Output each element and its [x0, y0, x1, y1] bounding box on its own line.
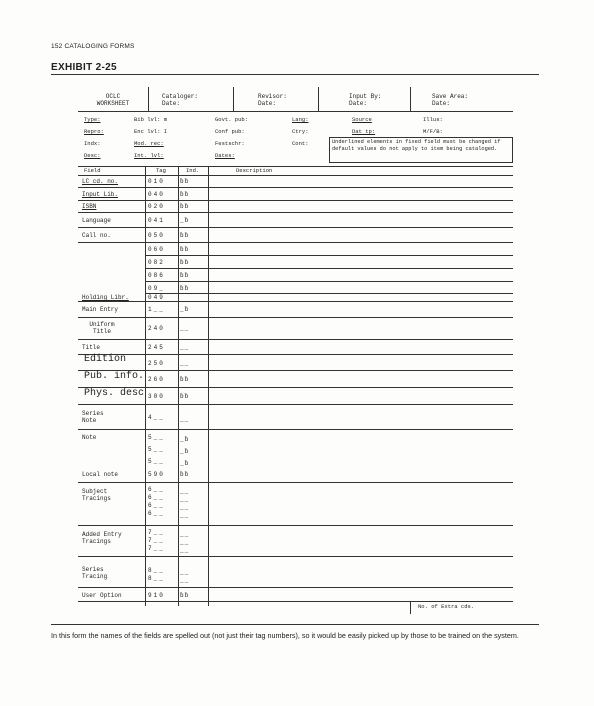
- table-row: LC cd. no. 010 ƀƀ: [78, 176, 513, 188]
- table-row: 09_ ƀƀ: [145, 282, 513, 294]
- fixed-field-col2: Bib lvl: m Enc lvl: I Mod. rec: Int. lvl:: [134, 116, 168, 159]
- table-row: Input Lib. 040 ƀƀ: [78, 188, 513, 201]
- extra-cards-field: No. of Extra cds.: [418, 603, 475, 610]
- col-header-description: Description: [236, 167, 273, 174]
- table-row: Language 041 _ƀ: [78, 213, 513, 228]
- table-row: 082 ƀƀ: [145, 256, 513, 269]
- fixed-field-col5: Source Dat tp:: [352, 116, 376, 135]
- col-header-ind: Ind.: [186, 167, 200, 174]
- exhibit-title: EXHIBIT 2-25: [51, 62, 117, 73]
- table-row: User Option 910 ƀƀ: [78, 588, 513, 602]
- fixed-field-col1: Type: Repro: Indx: Desc:: [84, 116, 104, 159]
- page-header: 152 CATALOGING FORMS: [51, 43, 135, 50]
- table-row: Phys. desc 300 ƀƀ: [78, 388, 513, 405]
- col-header-tag: Tag: [156, 167, 166, 174]
- table-row: Call no. 050 ƀƀ: [78, 228, 513, 243]
- exhibit-caption: In this form the names of the fields are spelled out (not just their tag numbers), so it would be easily picked up by those to be trained on the system.: [51, 631, 519, 640]
- bottom-rule: [51, 624, 539, 625]
- fixed-field-col3: Govt. pub: Conf pub: Festschr: Dates:: [215, 116, 249, 159]
- revisor-field: Revisor: Date:: [258, 93, 287, 107]
- fixed-field-note-box: [329, 137, 513, 163]
- table-row: Note Local note 5__ _ƀ 5__ _ƀ 5__ _ƀ 590 ƀƀ: [78, 430, 513, 483]
- table-row: 086 ƀƀ: [145, 269, 513, 282]
- table-row: Title 245 __: [78, 340, 513, 355]
- input-by-field: Input By: Date:: [349, 93, 382, 107]
- table-row: 060 ƀƀ: [145, 243, 513, 256]
- table-row: Subject Tracings 6__ 6__ 6__ 6__ __ __ __ __: [78, 483, 513, 526]
- save-area-field: Save Area: Date:: [432, 93, 469, 107]
- top-rule: [51, 74, 539, 75]
- worksheet-title: OCLC WORKSHEET: [96, 93, 130, 107]
- table-row: ISBN 020 ƀƀ: [78, 201, 513, 213]
- table-row: Pub. info. 260 ƀƀ: [78, 371, 513, 388]
- table-row: Holding Libr. 049: [78, 294, 513, 302]
- table-row: Uniform Title 240 __: [78, 318, 513, 340]
- fixed-field-col4: Lang: Ctry: Cont:: [292, 116, 309, 147]
- table-row: Series Tracing 8__ 8__ __ __: [78, 557, 513, 588]
- table-row: Added Entry Tracings 7__ 7__ 7__ __ __ __: [78, 526, 513, 557]
- table-row: Edition 250 __: [78, 355, 513, 371]
- cataloger-field: Cataloger: Date:: [162, 93, 199, 107]
- fixed-field-col6: Illus: M/F/B:: [423, 116, 443, 135]
- table-row: Series Note 4__ __: [78, 405, 513, 430]
- fixed-field-note: Underlined elements in fixed field must be changed if default values do not apply to item being cataloged.: [332, 139, 501, 152]
- table-row: Main Entry 1__ _ƀ: [78, 302, 513, 318]
- col-header-field: Field: [84, 167, 101, 174]
